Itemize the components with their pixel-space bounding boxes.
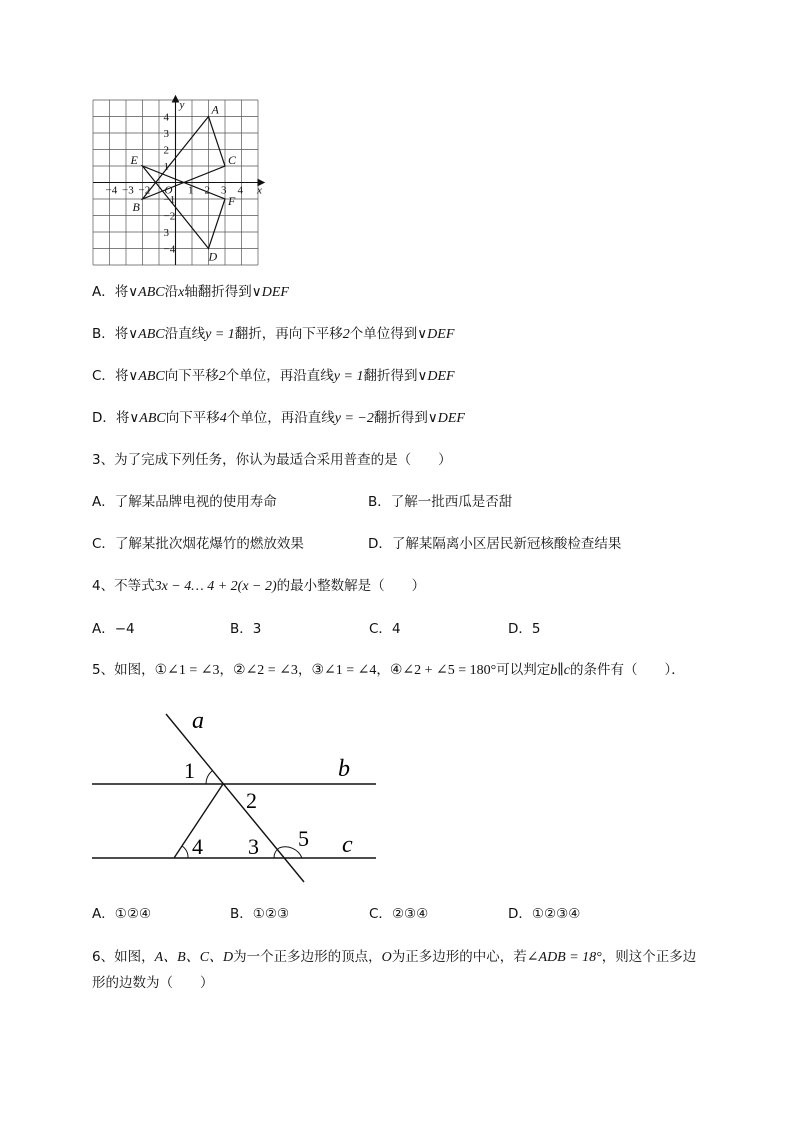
q4-inequality: 3x − 4… 4 + 2(x − 2) <box>154 579 277 594</box>
angle-label-1: 1 <box>184 758 195 783</box>
q2-option-part: y <box>334 411 341 426</box>
x-tick-label: 3 <box>221 184 227 197</box>
y-axis-label: y <box>179 99 185 111</box>
q2-option-part: 个单位得到∨ <box>349 326 428 342</box>
q4-option-b: B．3 <box>230 621 262 637</box>
q2-option-a <box>92 282 289 303</box>
q4-option-d: D．5 <box>508 621 541 637</box>
q2-option-key: D． <box>92 410 116 426</box>
q5-options <box>92 904 692 924</box>
q2-option-part: 翻折得到∨ <box>373 410 438 426</box>
q2-option-part: = <box>211 327 228 342</box>
q2-option-part: x <box>178 285 185 300</box>
q3-option-a: A．了解某品牌电视的使用寿命 <box>92 494 277 510</box>
q2-option-part: 向下平移 <box>165 410 220 426</box>
q2-option-part: 2 <box>366 411 374 426</box>
q3-options-row1 <box>92 492 692 512</box>
q2-option-part: ABC <box>139 411 166 426</box>
q2-option-part: 将∨ <box>115 410 140 426</box>
y-axis-arrow <box>173 96 179 102</box>
angle-arc-1 <box>206 771 212 784</box>
q4-option-c: C．4 <box>369 621 401 637</box>
x-tick-label: 4 <box>237 184 243 197</box>
q3-option-c: C．了解某批次烟花爆竹的燃放效果 <box>92 536 304 552</box>
x-tick-label: −3 <box>122 184 134 197</box>
q2-option-b <box>92 324 454 345</box>
angle-label-3: 3 <box>248 834 259 859</box>
x-tick-label: −2 <box>138 184 151 197</box>
q2-option-part: y <box>205 327 212 342</box>
q3-options-row2 <box>92 534 692 554</box>
y-tick-label: 3 <box>163 128 169 140</box>
q2-option-part: = − <box>340 411 367 426</box>
q2-option-part: ABC <box>138 285 165 300</box>
q2-option-part: 个单位，再沿直线 <box>225 368 334 384</box>
q2-option-c <box>92 366 455 387</box>
q3-option-b: B．了解一批西瓜是否甜 <box>368 494 513 510</box>
line-a <box>166 714 304 882</box>
q2-option-key: B． <box>92 326 115 342</box>
angle-label-4: 4 <box>192 834 203 859</box>
q4-options <box>92 619 692 639</box>
q2-option-part: 将∨ <box>114 368 139 384</box>
q5-option-c: C．②③④ <box>369 906 429 922</box>
label-a: a <box>192 708 204 734</box>
q2-option-part: 轴翻折得到∨ <box>184 284 262 300</box>
point-label: C <box>228 153 237 167</box>
q2-option-part: 个单位，再沿直线 <box>226 410 335 426</box>
label-b: b <box>338 756 350 782</box>
q3-stem: 3、为了完成下列任务，你认为最适合采用普查的是（ ） <box>92 452 452 468</box>
y-tick-label: 2 <box>163 144 169 157</box>
y-tick-label: 4 <box>163 111 169 124</box>
q2-option-part: 将∨ <box>114 284 139 300</box>
y-tick-label: −4 <box>163 243 176 256</box>
q5-option-b: B．①②③ <box>230 906 290 922</box>
x-tick-label: 1 <box>188 184 194 197</box>
q2-option-part: 翻折，再向下平移 <box>234 326 343 342</box>
triangle-def <box>143 166 226 249</box>
q2-option-part: DEF <box>427 327 455 342</box>
q2-option-part: 将∨ <box>114 326 139 342</box>
q6-stem-line2: 形的边数为（ ） <box>92 975 214 991</box>
origin-label: O <box>164 184 173 197</box>
q2-option-part: 4 <box>219 411 227 426</box>
q5-option-a: A．①②④ <box>92 906 152 922</box>
y-tick-label: 1 <box>163 161 169 173</box>
angle-label-2: 2 <box>246 788 257 813</box>
q2-option-d <box>92 408 465 429</box>
q2-option-part: ABC <box>138 327 165 342</box>
point-label: E <box>130 153 138 167</box>
q2-option-key: C． <box>92 368 115 384</box>
q2-option-part: 向下平移 <box>164 368 219 384</box>
q2-option-key: A． <box>92 284 115 300</box>
q2-option-part: DEF <box>427 369 455 384</box>
point-label: F <box>228 194 236 208</box>
x-tick-label: 2 <box>204 184 210 197</box>
angle-arc-4 <box>182 846 188 858</box>
q2-option-part: 沿直线 <box>164 326 206 342</box>
x-tick-label: −4 <box>105 184 118 197</box>
point-label: D <box>208 249 218 264</box>
q2-option-part: 1 <box>356 369 364 384</box>
q2-option-part: 翻折得到∨ <box>363 368 428 384</box>
q2-option-part: = <box>340 369 357 384</box>
q4-option-a: A．−4 <box>92 621 135 637</box>
coordinate-grid-figure <box>88 96 262 266</box>
y-tick-label: −2 <box>163 210 176 223</box>
q2-option-part: DEF <box>261 285 289 300</box>
angle-label-5: 5 <box>298 826 309 851</box>
q2-option-part: 1 <box>227 327 235 342</box>
q2-option-part: 2 <box>342 327 350 342</box>
q2-option-part: 沿 <box>164 284 179 300</box>
point-label: B <box>132 200 140 214</box>
q2-option-part: 2 <box>218 369 226 384</box>
y-tick-label: 3 <box>163 227 169 239</box>
q2-option-part: ABC <box>138 369 165 384</box>
label-c: c <box>342 832 353 858</box>
q6-stem-line1: 6、如图，A、B、C、D为一个正多边形的顶点，O为正多边形的中心，若∠ADB = 18°，则这个正多边 <box>92 949 697 965</box>
y-tick-label: −1 <box>163 194 176 206</box>
q3-option-d: D．了解某隔离小区居民新冠核酸检查结果 <box>368 536 622 552</box>
point-label: A <box>211 102 219 117</box>
triangle-abc <box>143 117 226 200</box>
q4-stem: 4、不等式3x − 4… 4 + 2(x − 2)的最小整数解是（ ） <box>92 578 426 594</box>
q5-stem: 5、如图，①∠1 = ∠3，②∠2 = ∠3，③∠1 = ∠4，④∠2 + ∠5 = 180°可以判定b∥c的条件有（ ）． <box>92 662 685 678</box>
q2-option-part: y <box>333 369 340 384</box>
q2-option-part: DEF <box>437 411 465 426</box>
parallel-lines-figure <box>88 700 388 890</box>
q5-option-d: D．①②③④ <box>508 906 581 922</box>
x-axis-label: x <box>257 184 262 197</box>
